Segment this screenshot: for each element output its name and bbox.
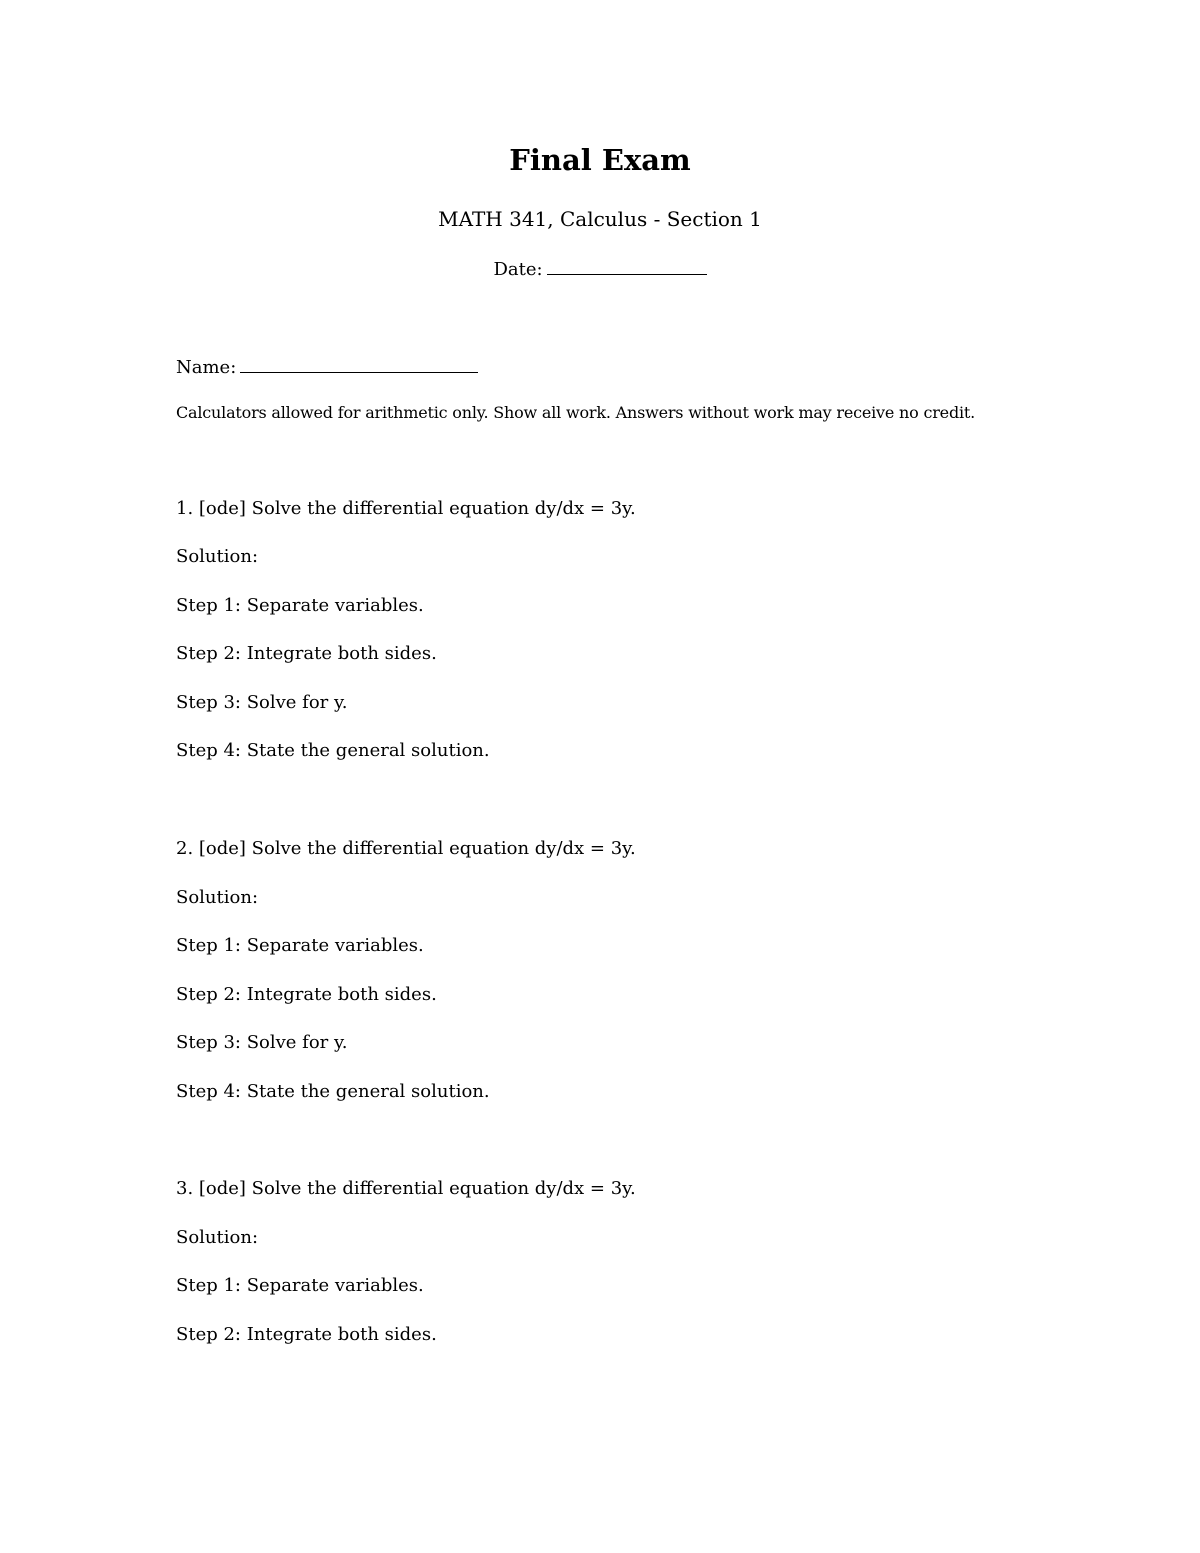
date-label: Date: [493, 259, 543, 280]
solution-step: Step 2: Integrate both sides. [176, 984, 437, 1005]
solution-step: Step 1: Separate variables. [176, 595, 424, 616]
date-field [0, 257, 1200, 282]
solution-step: Step 2: Integrate both sides. [176, 643, 437, 664]
date-blank [547, 257, 707, 275]
solution-step: Step 2: Integrate both sides. [176, 1324, 437, 1345]
instructions: Calculators allowed for arithmetic only. Show all work. Answers without work may receive no credit. [176, 403, 976, 422]
page-title: Final Exam [509, 143, 691, 177]
name-blank [240, 355, 478, 373]
solution-label: Solution: [176, 887, 259, 908]
solution-label: Solution: [176, 546, 259, 567]
solution-label: Solution: [176, 1227, 259, 1248]
solution-step: Step 1: Separate variables. [176, 1275, 424, 1296]
name-label: Name: [176, 357, 237, 378]
solution-step: Step 4: State the general solution. [176, 740, 490, 761]
solution-step: Step 3: Solve for y. [176, 692, 348, 713]
question-prompt: 1. [ode] Solve the differential equation dy/dx = 3y. [176, 498, 636, 519]
solution-step: Step 3: Solve for y. [176, 1032, 348, 1053]
question-prompt: 3. [ode] Solve the differential equation dy/dx = 3y. [176, 1178, 636, 1199]
solution-step: Step 1: Separate variables. [176, 935, 424, 956]
question-prompt: 2. [ode] Solve the differential equation dy/dx = 3y. [176, 838, 636, 859]
course-subtitle: MATH 341, Calculus - Section 1 [438, 207, 762, 231]
solution-step: Step 4: State the general solution. [176, 1081, 490, 1102]
name-field [176, 355, 478, 380]
